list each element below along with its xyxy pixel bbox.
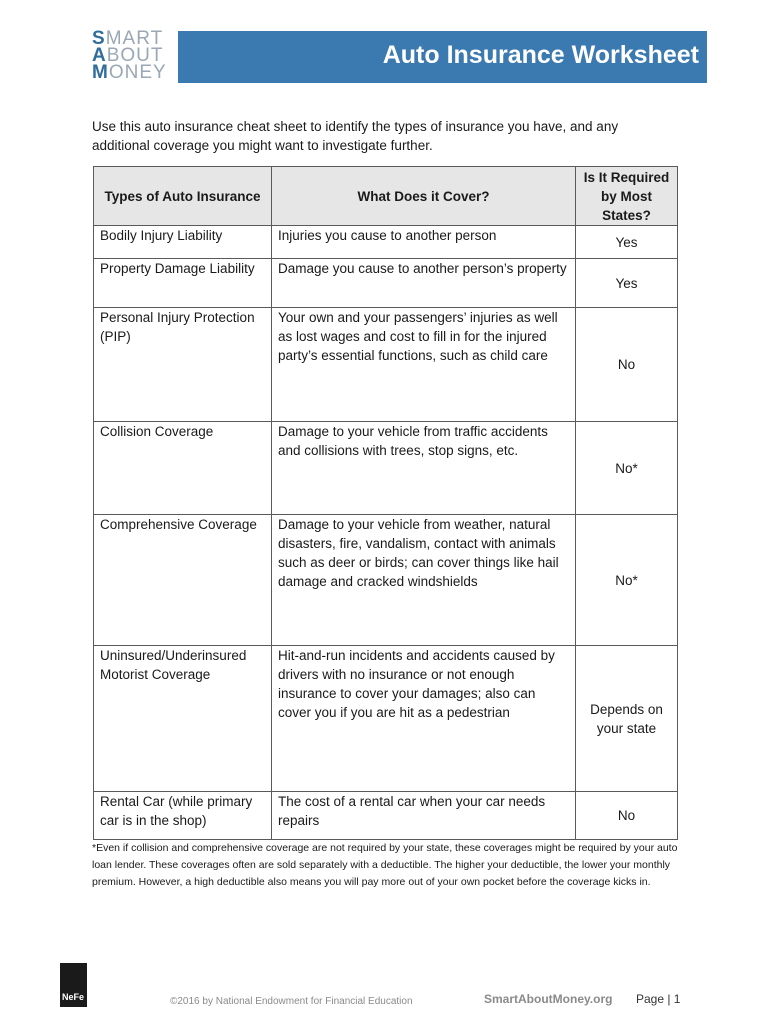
site-link[interactable]: SmartAboutMoney.org [484,992,613,1006]
cell-covers: Injuries you cause to another person [272,226,576,259]
cell-required: Depends on your state [576,646,678,792]
cell-required: No [576,792,678,840]
page-title: Auto Insurance Worksheet [382,41,699,69]
header-required: Is It Required by Most States? [576,167,678,226]
table-row [94,646,678,792]
cell-required: Yes [576,226,678,259]
cell-covers: Your own and your passengers’ injuries as well as lost wages and cost to fill in for the injured party’s essential functions, such as child care [272,308,576,422]
cell-covers: Damage you cause to another person’s property [272,259,576,308]
cell-required: No* [576,422,678,515]
cell-covers: The cost of a rental car when your car needs repairs [272,792,576,840]
cell-type: Property Damage Liability [94,259,272,308]
footnote: *Even if collision and comprehensive coverage are not required by your state, these coverages might be required by your auto loan lender. These coverages often are sold separately with a deductible. The higher your deductible, the lower your monthly premium. However, a high deductible also means you will pay more out of your own pocket before the coverage kicks in. [92,842,678,888]
intro-text: Use this auto insurance cheat sheet to identify the types of insurance you have, and any additional coverage you might want to investigate further. [92,119,619,153]
table-row [94,308,678,422]
table-row [94,226,678,259]
logo-line: ABOUT [92,45,164,66]
cell-type: Collision Coverage [94,422,272,515]
cell-covers: Hit-and-run incidents and accidents caused by drivers with no insurance or not enough insurance to cover your damages; also can cover you if you are hit as a pedestrian [272,646,576,792]
cell-type: Bodily Injury Liability [94,226,272,259]
nefe-logo: NeFe [60,963,87,1007]
cell-required: No [576,308,678,422]
logo-line: MONEY [92,62,167,83]
smart-about-money-logo [92,30,172,81]
cell-type: Comprehensive Coverage [94,515,272,646]
cell-type: Personal Injury Protection (PIP) [94,308,272,422]
page-number: Page | 1 [636,992,681,1006]
table-row [94,422,678,515]
table-row [94,515,678,646]
cell-required: Yes [576,259,678,308]
insurance-table [93,166,678,840]
header-covers: What Does it Cover? [272,167,576,226]
cell-covers: Damage to your vehicle from weather, natural disasters, fire, vandalism, contact with animals such as deer or birds; can cover things like hail damage and cracked windshields [272,515,576,646]
table-row [94,792,678,840]
header-type: Types of Auto Insurance [94,167,272,226]
copyright: ©2016 by National Endowment for Financial Education [170,996,413,1007]
cell-covers: Damage to your vehicle from traffic accidents and collisions with trees, stop signs, etc. [272,422,576,515]
title-banner [178,31,707,83]
cell-required: No* [576,515,678,646]
cell-type: Rental Car (while primary car is in the shop) [94,792,272,840]
table-row [94,259,678,308]
cell-type: Uninsured/Underinsured Motorist Coverage [94,646,272,792]
table-header-row [94,167,678,226]
logo-line: SMART [92,28,164,49]
